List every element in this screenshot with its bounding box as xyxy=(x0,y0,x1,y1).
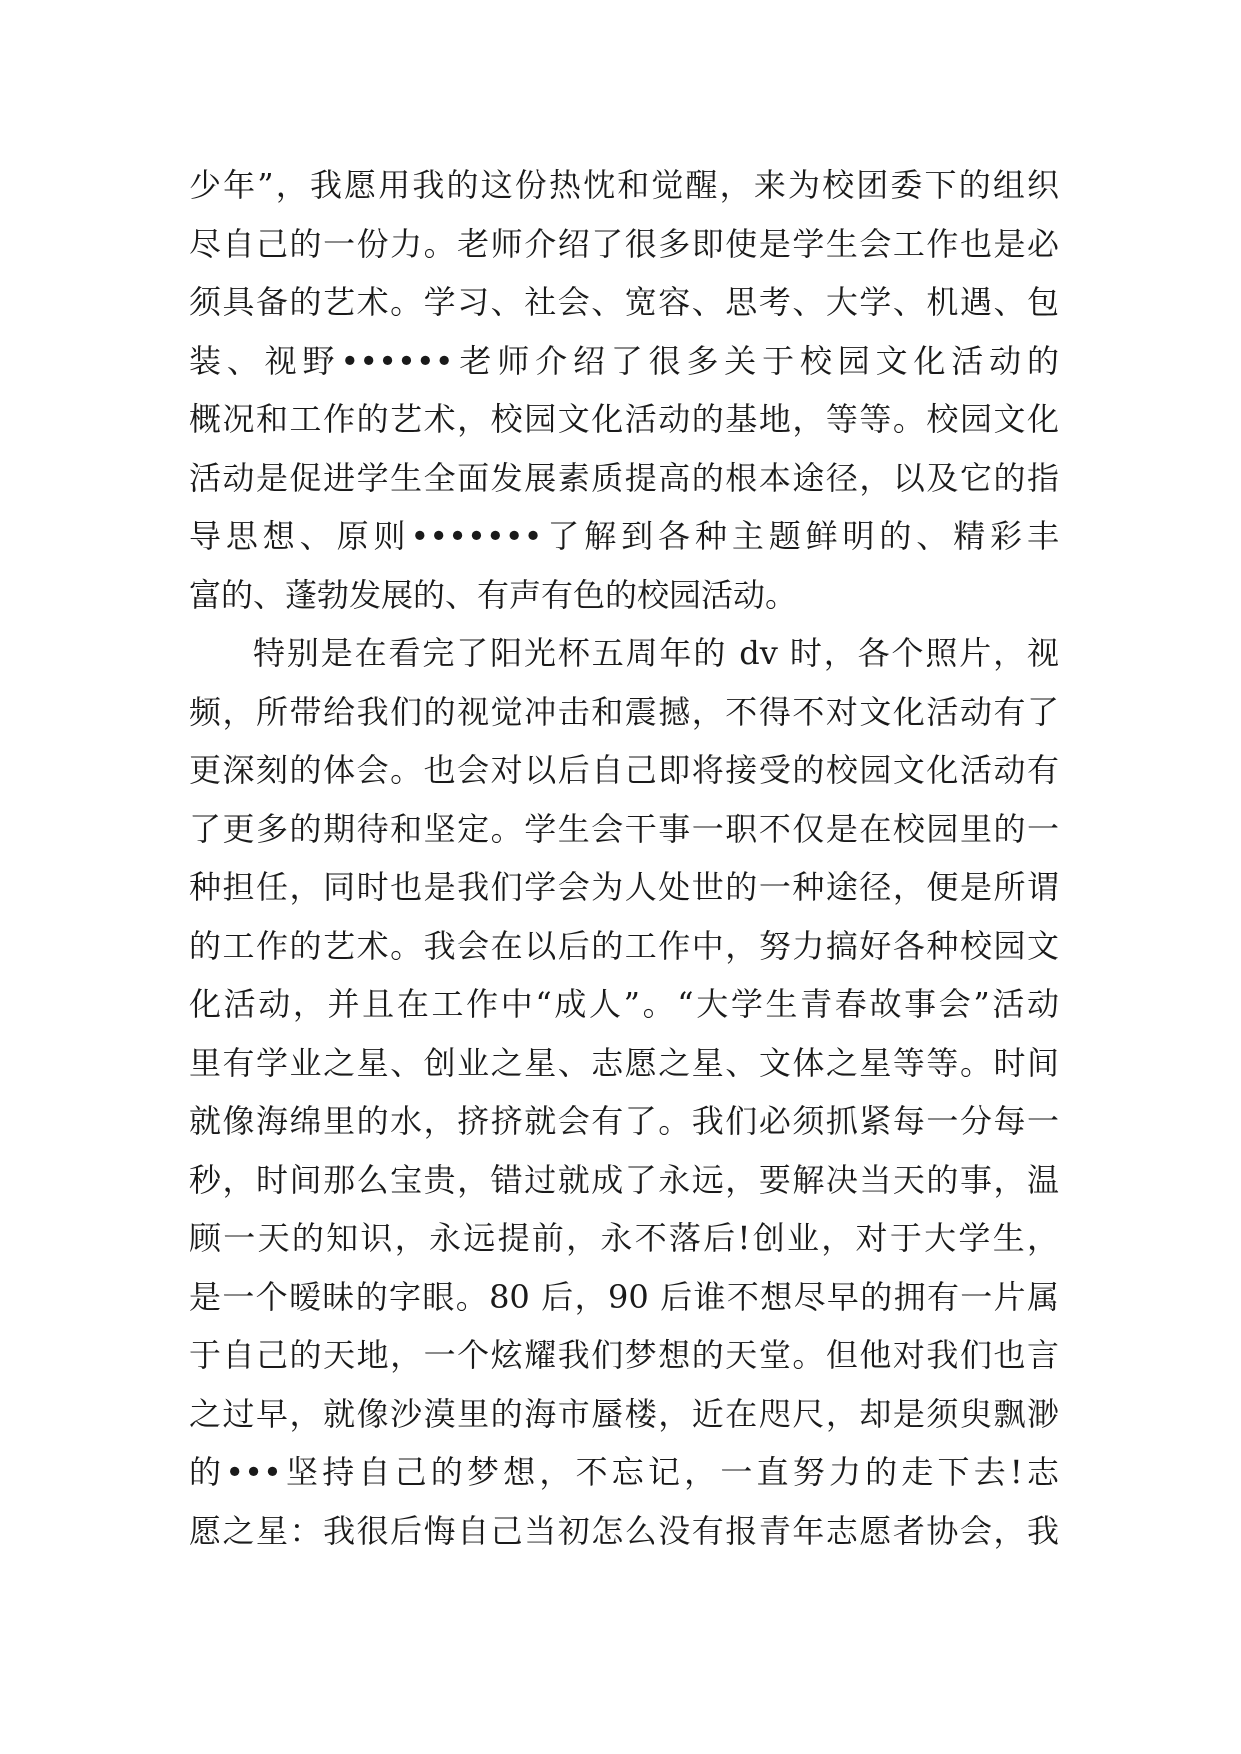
text-line: 之过早，就像沙漠里的海市蜃楼，近在咫尺，却是须臾飘渺 xyxy=(189,1394,1059,1433)
text-line: 的工作的艺术。我会在以后的工作中，努力搞好各种校园文 xyxy=(189,926,1059,965)
text-line: 是一个暧昧的字眼。80 后，90 后谁不想尽早的拥有一片属 xyxy=(189,1277,1059,1316)
text-line: 概况和工作的艺术，校园文化活动的基地，等等。校园文化 xyxy=(189,400,1059,438)
text-line: 导思想、原则•••••••了解到各种主题鲜明的、精彩丰 xyxy=(189,517,1059,555)
text-line: 顾一天的知识，永远提前，永不落后!创业，对于大学生， xyxy=(189,1219,1059,1257)
paragraph-first-line: 特别是在看完了阳光杯五周年的 dv 时，各个照片，视 xyxy=(253,634,1059,672)
text-line: 的•••坚持自己的梦想，不忘记，一直努力的走下去!志 xyxy=(189,1453,1059,1491)
text-line: 化活动，并且在工作中“成人”。“大学生青春故事会”活动 xyxy=(189,985,1059,1023)
text-line: 种担任，同时也是我们学会为人处世的一种途径，便是所谓 xyxy=(189,868,1059,906)
text-line: 频，所带给我们的视觉冲击和震撼，不得不对文化活动有了 xyxy=(189,692,1059,731)
text-line: 装、视野••••••老师介绍了很多关于校园文化活动的 xyxy=(189,341,1059,380)
text-line: 尽自己的一份力。老师介绍了很多即使是学生会工作也是必 xyxy=(189,224,1059,263)
text-line: 秒，时间那么宝贵，错过就成了永远，要解决当天的事，温 xyxy=(189,1160,1059,1199)
text-line: 了更多的期待和坚定。学生会干事一职不仅是在校园里的一 xyxy=(189,809,1059,848)
text-line: 愿之星：我很后悔自己当初怎么没有报青年志愿者协会，我 xyxy=(189,1511,1059,1550)
text-line: 须具备的艺术。学习、社会、宽容、思考、大学、机遇、包 xyxy=(189,283,1059,321)
text-line: 富的、蓬勃发展的、有声有色的校园活动。 xyxy=(189,575,798,614)
text-line: 里有学业之星、创业之星、志愿之星、文体之星等等。时间 xyxy=(189,1043,1059,1082)
text-line: 就像海绵里的水，挤挤就会有了。我们必须抓紧每一分每一 xyxy=(189,1102,1059,1140)
text-line: 更深刻的体会。也会对以后自己即将接受的校园文化活动有 xyxy=(189,751,1059,789)
body-text xyxy=(189,156,1059,1560)
text-line: 于自己的天地，一个炫耀我们梦想的天堂。但他对我们也言 xyxy=(189,1336,1059,1374)
text-line: 活动是促进学生全面发展素质提高的根本途径，以及它的指 xyxy=(189,458,1059,497)
text-line: 少年”，我愿用我的这份热忱和觉醒，来为校团委下的组织 xyxy=(189,166,1059,204)
